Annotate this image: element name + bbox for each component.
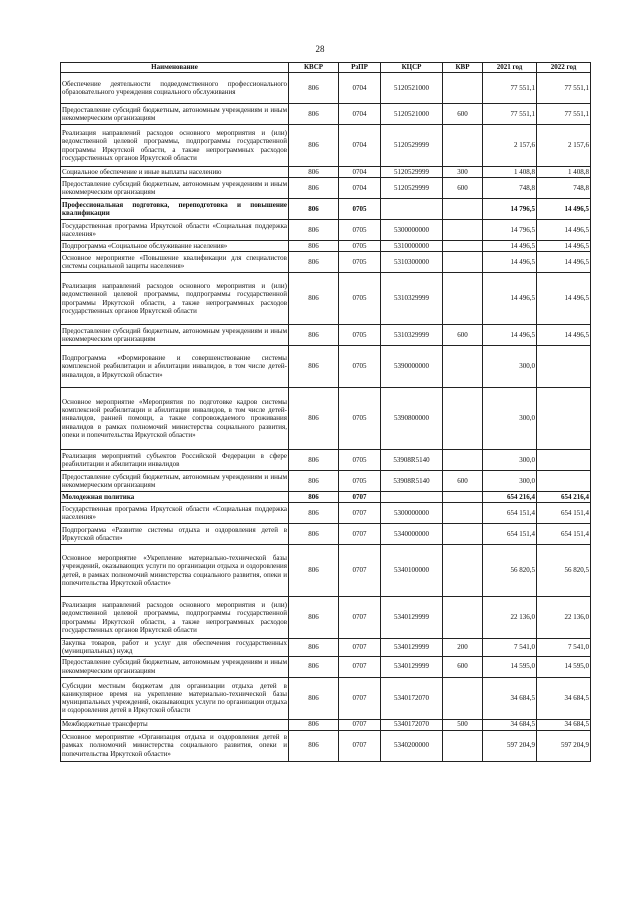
cell-2021: 14 796,5 bbox=[483, 220, 537, 241]
cell-name: Реализация направлений расходов основного мероприятия и (или) ведомственной целевой программы, подпрограммы государственной программы Иркутской области, а также непрограммных расходов государственных органов Иркутской области bbox=[61, 125, 289, 167]
cell-name: Государственная программа Иркутской области «Социальная поддержка населения» bbox=[61, 503, 289, 524]
cell-kcsr: 5310329999 bbox=[381, 273, 443, 325]
table-row bbox=[61, 199, 591, 220]
table-row bbox=[61, 677, 591, 719]
cell-kvsr: 806 bbox=[289, 241, 339, 252]
cell-2021: 14 496,5 bbox=[483, 241, 537, 252]
cell-kcsr: 5340000000 bbox=[381, 524, 443, 545]
table-header-row bbox=[61, 63, 591, 73]
cell-rzpr: 0707 bbox=[339, 524, 381, 545]
cell-2022: 14 496,5 bbox=[537, 199, 591, 220]
cell-name: Реализация направлений расходов основного мероприятия и (или) ведомственной целевой программы, подпрограммы государственной программы Иркутской области, а также непрограммных расходов государственных органов Иркутской области bbox=[61, 597, 289, 639]
cell-name: Основное мероприятие «Повышение квалификации для специалистов системы социальной защиты населения» bbox=[61, 252, 289, 273]
cell-rzpr: 0705 bbox=[339, 241, 381, 252]
cell-name: Подпрограмма «Развитие системы отдыха и оздоровления детей в Иркутской области» bbox=[61, 524, 289, 545]
cell-rzpr: 0704 bbox=[339, 73, 381, 104]
cell-kvsr: 806 bbox=[289, 178, 339, 199]
cell-kvr bbox=[443, 503, 483, 524]
cell-kvsr: 806 bbox=[289, 471, 339, 492]
cell-kvsr: 806 bbox=[289, 252, 339, 273]
cell-name: Предоставление субсидий бюджетным, автономным учреждениям и иным некоммерческим организациям bbox=[61, 178, 289, 199]
cell-2021: 1 408,8 bbox=[483, 167, 537, 178]
cell-kcsr: 5340129999 bbox=[381, 639, 443, 657]
header-kvr: КВР bbox=[443, 63, 483, 73]
cell-kvr: 600 bbox=[443, 178, 483, 199]
cell-2022: 654 151,4 bbox=[537, 524, 591, 545]
cell-2021: 300,0 bbox=[483, 388, 537, 450]
table-row bbox=[61, 492, 591, 503]
cell-rzpr: 0707 bbox=[339, 639, 381, 657]
cell-2022 bbox=[537, 346, 591, 388]
cell-kvr bbox=[443, 730, 483, 761]
cell-2021: 597 204,9 bbox=[483, 730, 537, 761]
header-name: Наименование bbox=[61, 63, 289, 73]
cell-name: Социальное обеспечение и иные выплаты населению bbox=[61, 167, 289, 178]
cell-kvr bbox=[443, 220, 483, 241]
cell-rzpr: 0707 bbox=[339, 719, 381, 730]
cell-2021: 22 136,0 bbox=[483, 597, 537, 639]
cell-2022: 654 216,4 bbox=[537, 492, 591, 503]
cell-2022: 1 408,8 bbox=[537, 167, 591, 178]
cell-2021: 654 151,4 bbox=[483, 524, 537, 545]
table-row bbox=[61, 450, 591, 471]
cell-rzpr: 0707 bbox=[339, 730, 381, 761]
cell-kvr: 300 bbox=[443, 167, 483, 178]
cell-2021: 34 684,5 bbox=[483, 719, 537, 730]
cell-2022: 77 551,1 bbox=[537, 73, 591, 104]
table-row bbox=[61, 73, 591, 104]
cell-kcsr: 5340129999 bbox=[381, 656, 443, 677]
cell-2022: 77 551,1 bbox=[537, 104, 591, 125]
header-kcsr: КЦСР bbox=[381, 63, 443, 73]
cell-name: Закупка товаров, работ и услуг для обеспечения государственных (муниципальных) нужд bbox=[62, 639, 287, 656]
cell-kvsr: 806 bbox=[289, 730, 339, 761]
cell-kvr bbox=[443, 524, 483, 545]
cell-2022 bbox=[537, 471, 591, 492]
cell-rzpr: 0705 bbox=[339, 220, 381, 241]
cell-kvr: 500 bbox=[443, 719, 483, 730]
cell-kcsr: 5340129999 bbox=[381, 597, 443, 639]
cell-name: Предоставление субсидий бюджетным, автономным учреждениям и иным некоммерческим организациям bbox=[61, 104, 289, 125]
cell-rzpr: 0704 bbox=[339, 178, 381, 199]
cell-kcsr: 53908R5140 bbox=[381, 450, 443, 471]
cell-name: Предоставление субсидий бюджетным, автономным учреждениям и иным некоммерческим организациям bbox=[61, 471, 289, 492]
cell-kcsr: 5390000000 bbox=[381, 346, 443, 388]
cell-kvr bbox=[443, 199, 483, 220]
table-row bbox=[61, 178, 591, 199]
cell-kcsr: 5340172070 bbox=[381, 677, 443, 719]
cell-name: Субсидии местным бюджетам для организации отдыха детей в каникулярное время на укрепление материально-технической базы муниципальных учреждений, оказывающих услуги по организации отдыха и оздоровления детей в Иркутской области bbox=[61, 677, 289, 719]
header-rzpr: РзПР bbox=[339, 63, 381, 73]
cell-kvr bbox=[443, 252, 483, 273]
cell-2021: 300,0 bbox=[483, 471, 537, 492]
cell-kvsr: 806 bbox=[289, 524, 339, 545]
cell-kvsr: 806 bbox=[289, 450, 339, 471]
table-row bbox=[61, 346, 591, 388]
cell-kcsr: 5390800000 bbox=[381, 388, 443, 450]
cell-rzpr: 0707 bbox=[339, 545, 381, 597]
cell-2022: 654 151,4 bbox=[537, 503, 591, 524]
cell-kvsr: 806 bbox=[289, 719, 339, 730]
table-row bbox=[61, 220, 591, 241]
header-2021: 2021 год bbox=[483, 63, 537, 73]
cell-2021: 300,0 bbox=[483, 346, 537, 388]
cell-kvr bbox=[443, 388, 483, 450]
cell-kvsr: 806 bbox=[289, 346, 339, 388]
cell-kvsr: 806 bbox=[289, 167, 339, 178]
cell-2021: 14 496,5 bbox=[483, 252, 537, 273]
cell-kcsr bbox=[381, 492, 443, 503]
cell-2021: 654 216,4 bbox=[483, 492, 537, 503]
cell-name: Молодежная политика bbox=[61, 492, 289, 503]
cell-kvsr: 806 bbox=[289, 503, 339, 524]
cell-kvsr: 806 bbox=[289, 273, 339, 325]
cell-rzpr: 0705 bbox=[339, 273, 381, 325]
cell-kcsr: 5120529999 bbox=[381, 125, 443, 167]
cell-kcsr: 5120521000 bbox=[381, 104, 443, 125]
cell-2021: 56 820,5 bbox=[483, 545, 537, 597]
cell-rzpr: 0705 bbox=[339, 450, 381, 471]
table-body bbox=[61, 73, 591, 762]
cell-2022 bbox=[537, 388, 591, 450]
cell-2022: 34 684,5 bbox=[537, 677, 591, 719]
cell-rzpr: 0705 bbox=[339, 325, 381, 346]
cell-kvr: 600 bbox=[443, 471, 483, 492]
cell-kvsr: 806 bbox=[289, 220, 339, 241]
cell-2021: 7 541,0 bbox=[483, 639, 537, 657]
cell-kvr bbox=[443, 597, 483, 639]
cell-name: Предоставление субсидий бюджетным, автономным учреждениям и иным некоммерческим организациям bbox=[61, 656, 289, 677]
cell-rzpr: 0707 bbox=[339, 503, 381, 524]
table-row bbox=[61, 125, 591, 167]
cell-kcsr: 5300000000 bbox=[381, 220, 443, 241]
cell-rzpr: 0705 bbox=[339, 252, 381, 273]
cell-kvsr: 806 bbox=[289, 125, 339, 167]
cell-2021: 14 595,0 bbox=[483, 656, 537, 677]
cell-name: Обеспечение деятельности подведомственного профессионального образовательного учреждения социального обслуживания bbox=[61, 73, 289, 104]
cell-2021: 300,0 bbox=[483, 450, 537, 471]
table-row bbox=[61, 730, 591, 761]
cell-2021: 77 551,1 bbox=[483, 73, 537, 104]
cell-rzpr: 0705 bbox=[339, 199, 381, 220]
cell-kcsr: 5310300000 bbox=[381, 252, 443, 273]
cell-kcsr: 53908R5140 bbox=[381, 471, 443, 492]
cell-kvsr: 806 bbox=[289, 597, 339, 639]
cell-kvr: 600 bbox=[443, 325, 483, 346]
cell-kcsr: 5310000000 bbox=[381, 241, 443, 252]
cell-2022: 7 541,0 bbox=[537, 639, 591, 657]
cell-2022: 14 496,5 bbox=[537, 325, 591, 346]
cell-kcsr: 5300000000 bbox=[381, 503, 443, 524]
table-row bbox=[61, 471, 591, 492]
cell-2021: 2 157,6 bbox=[483, 125, 537, 167]
cell-name: Предоставление субсидий бюджетным, автономным учреждениям и иным некоммерческим организациям bbox=[61, 325, 289, 346]
cell-kcsr: 5120521000 bbox=[381, 73, 443, 104]
cell-kvr: 200 bbox=[443, 639, 483, 657]
table-row bbox=[61, 597, 591, 639]
cell-name: Государственная программа Иркутской области «Социальная поддержка населения» bbox=[61, 220, 289, 241]
cell-2022: 14 496,5 bbox=[537, 273, 591, 325]
cell-kcsr: 5340100000 bbox=[381, 545, 443, 597]
table-row bbox=[61, 719, 591, 730]
page-number: 28 bbox=[315, 44, 325, 54]
cell-rzpr: 0705 bbox=[339, 346, 381, 388]
cell-kvsr: 806 bbox=[289, 325, 339, 346]
cell-kvr bbox=[443, 73, 483, 104]
cell-kvr bbox=[443, 346, 483, 388]
cell-rzpr: 0705 bbox=[339, 471, 381, 492]
cell-kvr bbox=[443, 545, 483, 597]
cell-2022 bbox=[537, 450, 591, 471]
cell-name: Основное мероприятие «Укрепление материально-технической базы учреждений, оказывающих услуги по организации отдыха и оздоровления детей, в рамках полномочий министерства социального развития, опеки и попечительства Иркутской области» bbox=[61, 545, 289, 597]
cell-rzpr: 0707 bbox=[339, 597, 381, 639]
cell-rzpr: 0707 bbox=[339, 677, 381, 719]
cell-2022: 22 136,0 bbox=[537, 597, 591, 639]
cell-kvsr: 806 bbox=[289, 199, 339, 220]
table-row bbox=[61, 325, 591, 346]
cell-2021: 14 796,5 bbox=[483, 199, 537, 220]
cell-2022: 56 820,5 bbox=[537, 545, 591, 597]
cell-kvr: 600 bbox=[443, 104, 483, 125]
cell-kvsr: 806 bbox=[289, 639, 339, 657]
table-row bbox=[61, 639, 591, 657]
cell-kvr bbox=[443, 677, 483, 719]
cell-2022: 34 684,5 bbox=[537, 719, 591, 730]
cell-kcsr bbox=[381, 199, 443, 220]
table-row bbox=[61, 273, 591, 325]
cell-rzpr: 0705 bbox=[339, 388, 381, 450]
cell-kvr bbox=[443, 450, 483, 471]
table-row bbox=[61, 104, 591, 125]
table-row bbox=[61, 524, 591, 545]
cell-kcsr: 5120529999 bbox=[381, 167, 443, 178]
cell-kvsr: 806 bbox=[289, 545, 339, 597]
cell-kvsr: 806 bbox=[289, 677, 339, 719]
table-row bbox=[61, 241, 591, 252]
cell-rzpr: 0704 bbox=[339, 104, 381, 125]
header-kvsr: КВСР bbox=[289, 63, 339, 73]
cell-kcsr: 5340200000 bbox=[381, 730, 443, 761]
cell-kvsr: 806 bbox=[289, 656, 339, 677]
cell-kvr bbox=[443, 492, 483, 503]
cell-2022: 14 496,5 bbox=[537, 241, 591, 252]
cell-kvsr: 806 bbox=[289, 388, 339, 450]
cell-kvr: 600 bbox=[443, 656, 483, 677]
table-row bbox=[61, 388, 591, 450]
cell-name: Основное мероприятие «Мероприятия по подготовке кадров системы комплексной реабилитации и абилитации инвалидов, в том числе детей-инвалидов, ранней помощи, а также сопровождаемого проживания инвалидов в рамках полномочий министерства социального развития, опеки и попечительства Иркутской области» bbox=[61, 388, 289, 450]
table-row bbox=[61, 503, 591, 524]
cell-rzpr: 0707 bbox=[339, 656, 381, 677]
cell-name: Основное мероприятие «Организация отдыха и оздоровления детей в рамках полномочий министерства социального развития, опеки и попечительства Иркутской области» bbox=[61, 730, 289, 761]
cell-2021: 14 496,5 bbox=[483, 325, 537, 346]
cell-2021: 34 684,5 bbox=[483, 677, 537, 719]
cell-kcsr: 5340172070 bbox=[381, 719, 443, 730]
cell-name: Реализация мероприятий субъектов Российской Федерации в сфере реабилитации и абилитации инвалидов bbox=[61, 450, 289, 471]
cell-2022: 748,8 bbox=[537, 178, 591, 199]
cell-rzpr: 0707 bbox=[339, 492, 381, 503]
cell-2022: 597 204,9 bbox=[537, 730, 591, 761]
cell-kvsr: 806 bbox=[289, 73, 339, 104]
cell-2022: 14 595,0 bbox=[537, 656, 591, 677]
cell-kcsr: 5310329999 bbox=[381, 325, 443, 346]
cell-2021: 654 151,4 bbox=[483, 503, 537, 524]
cell-2022: 14 496,5 bbox=[537, 220, 591, 241]
table-row bbox=[61, 167, 591, 178]
cell-name: Профессиональная подготовка, переподготовка и повышение квалификации bbox=[61, 199, 289, 220]
cell-name: Межбюджетные трансферты bbox=[61, 719, 289, 730]
cell-2021: 77 551,1 bbox=[483, 104, 537, 125]
table-row bbox=[61, 545, 591, 597]
cell-kvr bbox=[443, 241, 483, 252]
budget-table bbox=[60, 62, 591, 762]
cell-rzpr: 0704 bbox=[339, 167, 381, 178]
header-2022: 2022 год bbox=[537, 63, 591, 73]
cell-kcsr: 5120529999 bbox=[381, 178, 443, 199]
cell-name: Подпрограмма «Формирование и совершенствование системы комплексной реабилитации и абилитации инвалидов, в том числе детей-инвалидов, в Иркутской области» bbox=[61, 346, 289, 388]
table-row bbox=[61, 252, 591, 273]
cell-kvr bbox=[443, 273, 483, 325]
cell-kvsr: 806 bbox=[289, 492, 339, 503]
cell-2022: 14 496,5 bbox=[537, 252, 591, 273]
cell-name: Реализация направлений расходов основного мероприятия и (или) ведомственной целевой программы, подпрограммы государственной программы Иркутской области, а также непрограммных расходов государственных органов Иркутской области bbox=[61, 273, 289, 325]
cell-kvsr: 806 bbox=[289, 104, 339, 125]
cell-2021: 748,8 bbox=[483, 178, 537, 199]
table-row bbox=[61, 656, 591, 677]
cell-2022: 2 157,6 bbox=[537, 125, 591, 167]
cell-name: Подпрограмма «Социальное обслуживание населения» bbox=[61, 241, 289, 252]
cell-kvr bbox=[443, 125, 483, 167]
cell-rzpr: 0704 bbox=[339, 125, 381, 167]
cell-2021: 14 496,5 bbox=[483, 273, 537, 325]
